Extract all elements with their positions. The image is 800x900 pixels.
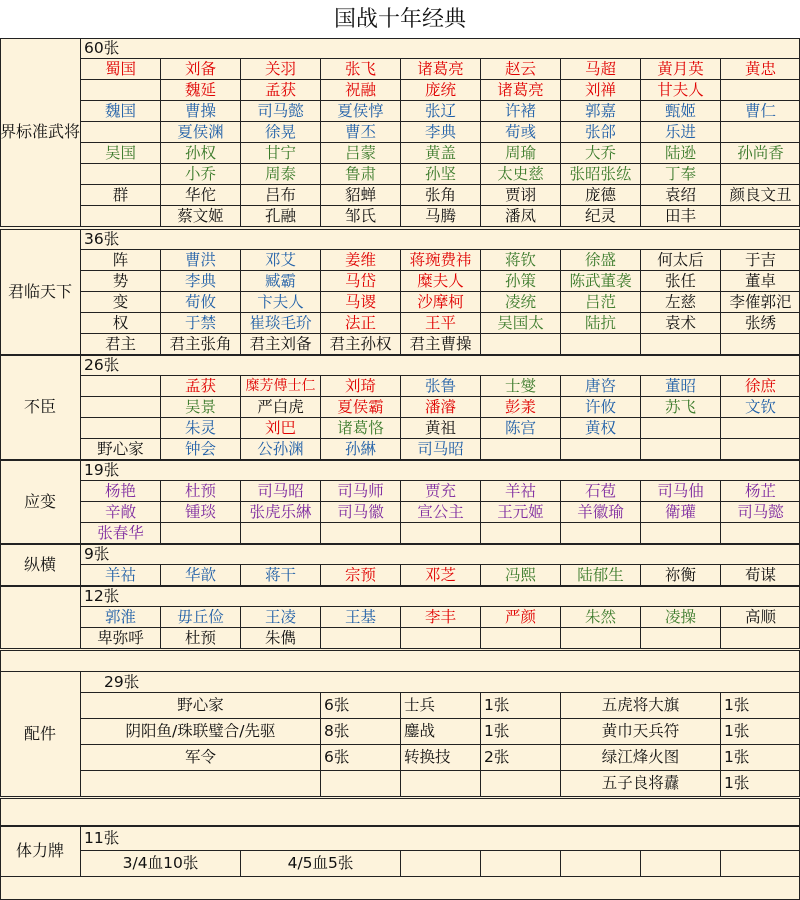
- card-cell: [640, 417, 721, 439]
- accessory-cell: [480, 770, 561, 797]
- card-cell: 法正: [320, 312, 401, 334]
- card-cell: [640, 333, 721, 355]
- card-cell: 阵: [80, 249, 161, 271]
- card-cell: 庞德: [560, 184, 641, 206]
- card-cell: 君主刘备: [240, 333, 321, 355]
- card-cell: 陈武董袭: [560, 270, 641, 292]
- card-cell: 纪灵: [560, 205, 641, 227]
- card-cell: 野心家: [80, 438, 161, 460]
- card-cell: 许褚: [480, 100, 561, 122]
- card-cell: 诸葛亮: [480, 79, 561, 101]
- card-cell: 孙策: [480, 270, 561, 292]
- card-cell: 士燮: [480, 375, 561, 397]
- accessory-cell: 1张: [720, 692, 800, 719]
- card-cell: [240, 522, 321, 544]
- accessory-cell: 鏖战: [400, 718, 481, 745]
- card-cell: 刘禅: [560, 79, 641, 101]
- section-label-border: [0, 229, 81, 355]
- card-cell: 蔡文姬: [160, 205, 241, 227]
- card-cell: [80, 375, 161, 397]
- section-count: 36张: [80, 229, 800, 250]
- card-cell: 司马伷: [640, 480, 721, 502]
- card-cell: [80, 205, 161, 227]
- card-cell: 朱然: [560, 606, 641, 628]
- section-count: 9张: [80, 544, 800, 565]
- card-cell: 庞统: [400, 79, 481, 101]
- card-cell: 朱灵: [160, 417, 241, 439]
- card-cell: 杜预: [160, 480, 241, 502]
- card-cell: 黄忠: [720, 58, 800, 80]
- card-cell: 姜维: [320, 249, 401, 271]
- card-cell: 潘凤: [480, 205, 561, 227]
- card-cell: 马谡: [320, 291, 401, 313]
- card-cell: 张角: [400, 184, 481, 206]
- accessories-label-border: [0, 671, 81, 797]
- card-cell: 曹丕: [320, 121, 401, 143]
- hp-cell: 4/5血5张: [240, 850, 401, 877]
- card-cell: 王基: [320, 606, 401, 628]
- card-cell: 李丰: [400, 606, 481, 628]
- card-cell: 张绣: [720, 312, 800, 334]
- card-cell: 辛敞: [80, 501, 161, 523]
- accessory-cell: [320, 770, 401, 797]
- card-cell: 左慈: [640, 291, 721, 313]
- card-cell: [560, 333, 641, 355]
- card-cell: [80, 396, 161, 418]
- section-label: 纵横: [23, 554, 56, 574]
- card-cell: 贾诩: [480, 184, 561, 206]
- card-cell: 于禁: [160, 312, 241, 334]
- card-cell: 孙坚: [400, 163, 481, 185]
- accessory-cell: 军令: [80, 744, 321, 771]
- card-cell: 严白虎: [240, 396, 321, 418]
- card-cell: 卑弥呼: [80, 627, 161, 649]
- card-cell: 曹洪: [160, 249, 241, 271]
- section-label-border: [0, 544, 81, 586]
- card-cell: [560, 522, 641, 544]
- card-cell: 臧霸: [240, 270, 321, 292]
- accessory-cell: [80, 770, 321, 797]
- card-cell: 黄权: [560, 417, 641, 439]
- card-cell: 袁绍: [640, 184, 721, 206]
- card-cell: 崔琰毛玠: [240, 312, 321, 334]
- card-cell: [720, 333, 800, 355]
- card-cell: 华歆: [160, 564, 241, 586]
- card-cell: 甄姬: [640, 100, 721, 122]
- card-cell: 毋丘俭: [160, 606, 241, 628]
- card-cell: 王平: [400, 312, 481, 334]
- accessory-cell: 1张: [720, 744, 800, 771]
- card-cell: 蒋琬费祎: [400, 249, 481, 271]
- card-cell: 王凌: [240, 606, 321, 628]
- card-cell: 张任: [640, 270, 721, 292]
- card-cell: [720, 522, 800, 544]
- accessory-cell: 绿江烽火图: [560, 744, 721, 771]
- card-cell: 荀谋: [720, 564, 800, 586]
- card-cell: 严颜: [480, 606, 561, 628]
- card-cell: [720, 121, 800, 143]
- card-cell: 何太后: [640, 249, 721, 271]
- section-label: 不臣: [23, 397, 56, 416]
- card-cell: [640, 627, 721, 649]
- accessory-cell: 8张: [320, 718, 401, 745]
- section-label: 界标准武将: [0, 122, 81, 141]
- hp-cell: [720, 850, 800, 877]
- card-cell: 羊祜: [480, 480, 561, 502]
- card-cell: 杨芷: [720, 480, 800, 502]
- card-cell: [480, 522, 561, 544]
- card-cell: 邹氏: [320, 205, 401, 227]
- card-cell: [720, 627, 800, 649]
- card-cell: 周瑜: [480, 142, 561, 164]
- spacer-row: [0, 650, 800, 672]
- card-cell: 唐咨: [560, 375, 641, 397]
- card-cell: 诸葛恪: [320, 417, 401, 439]
- accessories-label: 配件: [23, 723, 56, 743]
- card-cell: 太史慈: [480, 163, 561, 185]
- card-cell: 李典: [400, 121, 481, 143]
- card-cell: [560, 438, 641, 460]
- card-cell: 陆郁生: [560, 564, 641, 586]
- card-cell: 糜芳傅士仁: [240, 375, 321, 397]
- card-cell: 卞夫人: [240, 291, 321, 313]
- card-cell: [480, 333, 561, 355]
- card-cell: [560, 627, 641, 649]
- card-cell: 司马懿: [240, 100, 321, 122]
- card-cell: 夏侯渊: [160, 121, 241, 143]
- page-title: 国战十年经典: [0, 0, 800, 38]
- hp-cell: [560, 850, 641, 877]
- accessory-cell: 转换技: [400, 744, 481, 771]
- card-cell: 钟会: [160, 438, 241, 460]
- card-cell: 邓芝: [400, 564, 481, 586]
- card-cell: 孟获: [160, 375, 241, 397]
- card-cell: 司马昭: [240, 480, 321, 502]
- card-cell: 高顺: [720, 606, 800, 628]
- hp-count: 11张: [80, 826, 800, 851]
- card-cell: 诸葛亮: [400, 58, 481, 80]
- card-cell: 李典: [160, 270, 241, 292]
- card-cell: 王元姬: [480, 501, 561, 523]
- card-cell: 张辽: [400, 100, 481, 122]
- card-cell: 孟获: [240, 79, 321, 101]
- section-label-border: [0, 460, 81, 544]
- card-cell: 董卓: [720, 270, 800, 292]
- card-cell: 吴景: [160, 396, 241, 418]
- accessory-cell: 1张: [720, 770, 800, 797]
- card-cell: 荀彧: [480, 121, 561, 143]
- card-cell: 羊徽瑜: [560, 501, 641, 523]
- hp-cell: [480, 850, 561, 877]
- card-cell: 潘濬: [400, 396, 481, 418]
- hp-cell: [640, 850, 721, 877]
- card-cell: 凌统: [480, 291, 561, 313]
- card-cell: 张春华: [80, 522, 161, 544]
- card-cell: 糜夫人: [400, 270, 481, 292]
- card-cell: 彭羕: [480, 396, 561, 418]
- card-cell: 魏延: [160, 79, 241, 101]
- card-cell: 陈宫: [480, 417, 561, 439]
- card-cell: 杨艳: [80, 480, 161, 502]
- card-cell: 徐盛: [560, 249, 641, 271]
- section-label: 君临天下: [7, 281, 72, 301]
- card-cell: 宗预: [320, 564, 401, 586]
- card-cell: 君主曹操: [400, 333, 481, 355]
- card-cell: 张郃: [560, 121, 641, 143]
- card-cell: [480, 627, 561, 649]
- section-label-border: [0, 355, 81, 460]
- card-cell: 荀攸: [160, 291, 241, 313]
- card-cell: 张虎乐綝: [240, 501, 321, 523]
- card-cell: 小乔: [160, 163, 241, 185]
- card-cell: [720, 163, 800, 185]
- card-cell: 司马师: [320, 480, 401, 502]
- card-cell: 袁术: [640, 312, 721, 334]
- card-cell: 丁奉: [640, 163, 721, 185]
- section-label: 应变: [23, 491, 56, 511]
- card-cell: 甘宁: [240, 142, 321, 164]
- card-cell: 黄祖: [400, 417, 481, 439]
- card-cell: [480, 438, 561, 460]
- accessories-count: 29张: [80, 671, 800, 693]
- card-cell: 君主孙权: [320, 333, 401, 355]
- card-cell: 凌操: [640, 606, 721, 628]
- card-cell: [80, 79, 161, 101]
- card-cell: 张昭张纮: [560, 163, 641, 185]
- card-cell: 夏侯霸: [320, 396, 401, 418]
- card-cell: [720, 205, 800, 227]
- hp-cell: 3/4血10张: [80, 850, 241, 877]
- card-cell: 群: [80, 184, 161, 206]
- accessory-cell: [400, 770, 481, 797]
- accessory-cell: 野心家: [80, 692, 321, 719]
- card-cell: 马超: [560, 58, 641, 80]
- card-cell: 大乔: [560, 142, 641, 164]
- card-cell: 冯熙: [480, 564, 561, 586]
- section-count: 60张: [80, 38, 800, 59]
- card-cell: 张飞: [320, 58, 401, 80]
- card-cell: 文钦: [720, 396, 800, 418]
- card-cell: 吕布: [240, 184, 321, 206]
- section-count: 12张: [80, 586, 800, 607]
- card-cell: 周泰: [240, 163, 321, 185]
- card-cell: 邓艾: [240, 249, 321, 271]
- card-cell: 贾充: [400, 480, 481, 502]
- card-cell: 吴国: [80, 142, 161, 164]
- card-cell: 朱儁: [240, 627, 321, 649]
- card-cell: 郭嘉: [560, 100, 641, 122]
- card-cell: [80, 121, 161, 143]
- card-cell: 徐晃: [240, 121, 321, 143]
- card-cell: 鲁肃: [320, 163, 401, 185]
- card-cell: 吴国太: [480, 312, 561, 334]
- card-cell: 祢衡: [640, 564, 721, 586]
- card-cell: [720, 438, 800, 460]
- card-cell: 石苞: [560, 480, 641, 502]
- card-cell: 貂蝉: [320, 184, 401, 206]
- card-cell: 刘琦: [320, 375, 401, 397]
- card-cell: 夏侯惇: [320, 100, 401, 122]
- section-count: 26张: [80, 355, 800, 376]
- card-cell: 锺琰: [160, 501, 241, 523]
- accessory-cell: 五子良将纛: [560, 770, 721, 797]
- card-cell: 君主张角: [160, 333, 241, 355]
- card-cell: [640, 522, 721, 544]
- card-cell: 张鲁: [400, 375, 481, 397]
- card-cell: 马腾: [400, 205, 481, 227]
- card-cell: 羊祜: [80, 564, 161, 586]
- accessory-cell: 五虎将大旗: [560, 692, 721, 719]
- card-cell: [80, 417, 161, 439]
- section-label-border: [0, 586, 81, 649]
- card-cell: [400, 522, 481, 544]
- card-cell: [720, 79, 800, 101]
- card-cell: 董昭: [640, 375, 721, 397]
- card-cell: 宣公主: [400, 501, 481, 523]
- card-cell: 孙权: [160, 142, 241, 164]
- card-cell: 杜预: [160, 627, 241, 649]
- card-cell: 田丰: [640, 205, 721, 227]
- card-cell: 陆抗: [560, 312, 641, 334]
- card-cell: 孙尚香: [720, 142, 800, 164]
- card-cell: 黄盖: [400, 142, 481, 164]
- card-cell: [320, 627, 401, 649]
- card-cell: 势: [80, 270, 161, 292]
- accessory-cell: 士兵: [400, 692, 481, 719]
- card-cell: 曹操: [160, 100, 241, 122]
- hp-label-border: [0, 826, 81, 877]
- accessory-cell: 黄巾天兵符: [560, 718, 721, 745]
- card-cell: [400, 627, 481, 649]
- card-cell: 陆逊: [640, 142, 721, 164]
- card-cell: 衛瓘: [640, 501, 721, 523]
- section-label-border: [0, 38, 81, 227]
- card-cell: 权: [80, 312, 161, 334]
- accessory-cell: 1张: [480, 718, 561, 745]
- card-cell: 孙綝: [320, 438, 401, 460]
- card-cell: [160, 522, 241, 544]
- card-cell: 甘夫人: [640, 79, 721, 101]
- accessory-cell: 6张: [320, 744, 401, 771]
- hp-cell: [400, 850, 481, 877]
- card-cell: 司马徽: [320, 501, 401, 523]
- card-cell: 蒋钦: [480, 249, 561, 271]
- card-cell: 许攸: [560, 396, 641, 418]
- card-cell: 蜀国: [80, 58, 161, 80]
- card-cell: 孔融: [240, 205, 321, 227]
- accessory-cell: 1张: [480, 692, 561, 719]
- card-cell: 蒋干: [240, 564, 321, 586]
- card-cell: 曹仁: [720, 100, 800, 122]
- card-cell: 刘备: [160, 58, 241, 80]
- card-cell: 吕蒙: [320, 142, 401, 164]
- card-cell: 变: [80, 291, 161, 313]
- card-cell: [320, 522, 401, 544]
- card-cell: 魏国: [80, 100, 161, 122]
- card-cell: [720, 417, 800, 439]
- accessory-cell: 6张: [320, 692, 401, 719]
- card-cell: 赵云: [480, 58, 561, 80]
- section-count: 19张: [80, 460, 800, 481]
- accessory-cell: 1张: [720, 718, 800, 745]
- card-cell: 华佗: [160, 184, 241, 206]
- card-cell: 乐进: [640, 121, 721, 143]
- card-cell: 君主: [80, 333, 161, 355]
- card-cell: 徐庶: [720, 375, 800, 397]
- card-cell: 吕范: [560, 291, 641, 313]
- hp-label: 体力牌: [15, 841, 64, 860]
- card-cell: 黄月英: [640, 58, 721, 80]
- card-cell: 沙摩柯: [400, 291, 481, 313]
- card-cell: 祝融: [320, 79, 401, 101]
- card-cell: 公孙渊: [240, 438, 321, 460]
- bottom-row: [0, 876, 800, 900]
- card-cell: 颜良文丑: [720, 184, 800, 206]
- spacer-row: [0, 798, 800, 826]
- card-cell: 李傕郭汜: [720, 291, 800, 313]
- card-cell: 关羽: [240, 58, 321, 80]
- card-cell: 刘巴: [240, 417, 321, 439]
- card-cell: 于吉: [720, 249, 800, 271]
- card-cell: 马岱: [320, 270, 401, 292]
- card-cell: [80, 163, 161, 185]
- card-cell: 司马懿: [720, 501, 800, 523]
- card-cell: 苏飞: [640, 396, 721, 418]
- accessory-cell: 2张: [480, 744, 561, 771]
- accessory-cell: 阴阳鱼/珠联璧合/先驱: [80, 718, 321, 745]
- card-cell: [640, 438, 721, 460]
- card-cell: 司马昭: [400, 438, 481, 460]
- card-cell: 郭淮: [80, 606, 161, 628]
